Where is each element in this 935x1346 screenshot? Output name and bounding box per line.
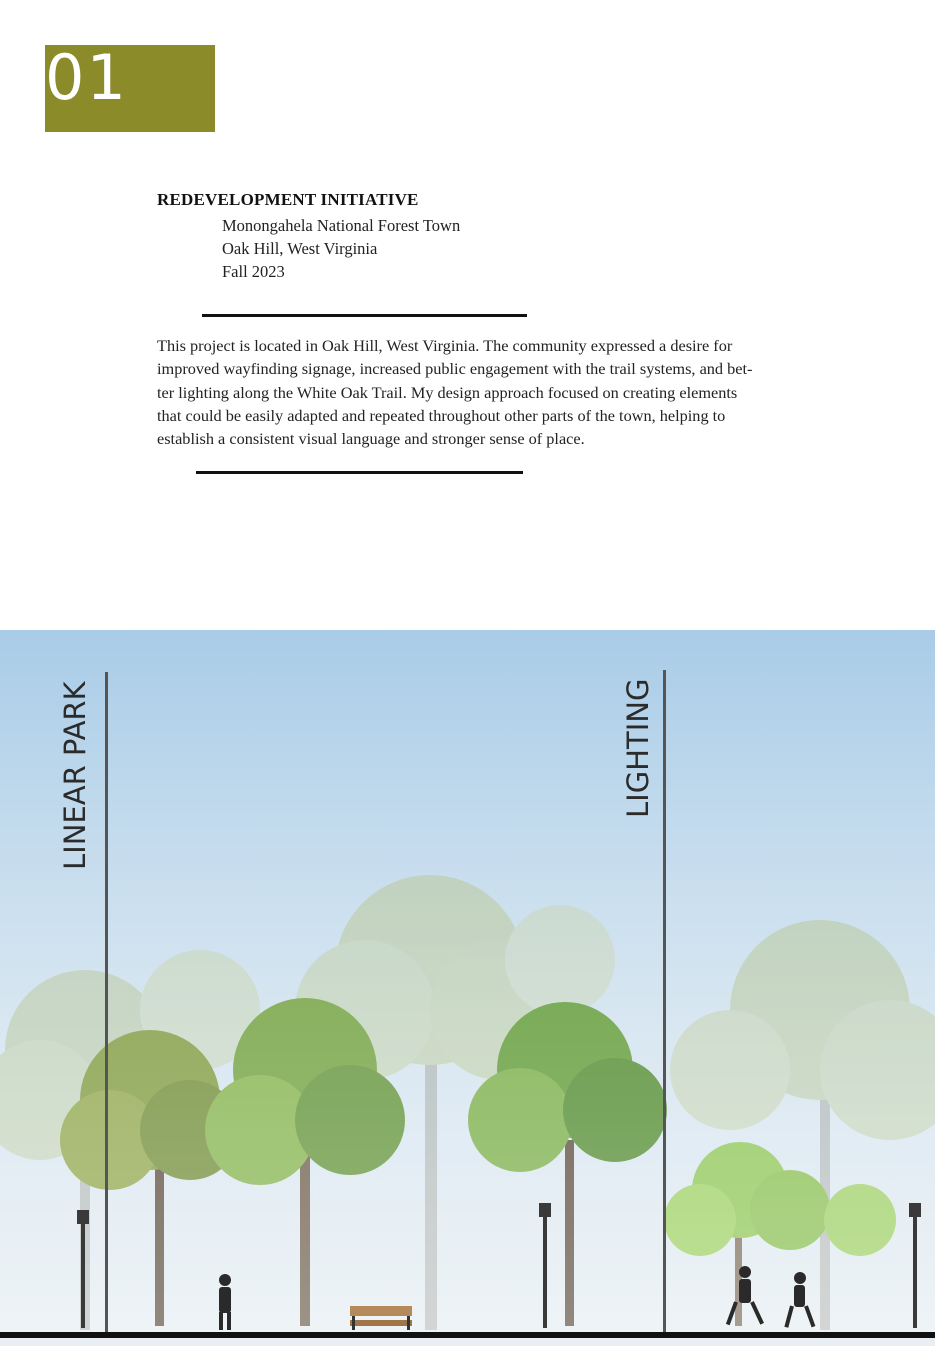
project-heading: REDEVELOPMENT INITIATIVE (157, 190, 419, 209)
linear-park-line (105, 672, 108, 1332)
ground-line (0, 1332, 935, 1338)
divider-bottom (196, 471, 523, 474)
project-term: Fall 2023 (222, 262, 285, 281)
ground-strip (0, 1338, 935, 1346)
linear-park-label: LINEAR PARK (58, 681, 92, 870)
divider-top (202, 314, 527, 317)
streetscape-svg (0, 630, 935, 1346)
section-number: 01 (45, 41, 128, 114)
description-line: This project is located in Oak Hill, West Virginia. The community expressed a desire for (157, 336, 733, 355)
section-number-badge (45, 41, 215, 132)
project-description (157, 334, 829, 450)
description-line: improved wayfinding signage, increased public engagement with the trail systems, and bet- (157, 359, 753, 379)
description-line: ter lighting along the White Oak Trail. My design approach focused on creating elements (157, 382, 738, 402)
lighting-line (663, 670, 666, 1332)
project-location-name: Monongahela National Forest Town (222, 216, 461, 235)
description-line: establish a consistent visual language and stronger sense of place. (157, 429, 585, 449)
description-line: that could be easily adapted and repeated throughout other parts of the town, helping to (157, 405, 726, 425)
project-city: Oak Hill, West Virginia (222, 239, 378, 258)
haze-overlay (0, 630, 935, 1346)
project-meta (222, 214, 460, 283)
streetscape-illustration (0, 630, 935, 1346)
lighting-label: LIGHTING (621, 678, 655, 818)
